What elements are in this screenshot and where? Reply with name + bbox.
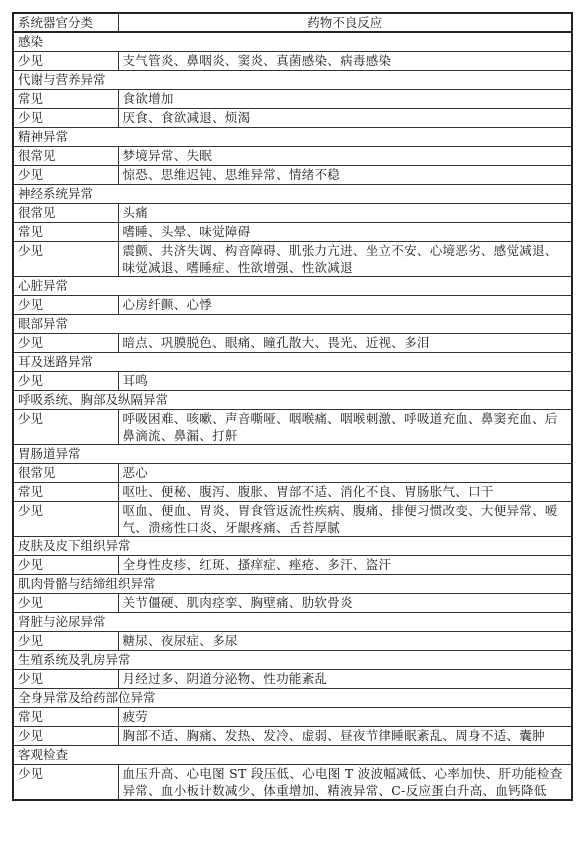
frequency-cell: 少见 [13, 108, 118, 127]
reaction-cell: 全身性皮疹、红斑、搔痒症、痤疮、多汗、盗汗 [118, 555, 572, 574]
frequency-cell: 常见 [13, 482, 118, 501]
frequency-cell: 很常见 [13, 203, 118, 222]
category-row [13, 536, 572, 555]
category-row [13, 390, 572, 409]
frequency-cell: 少见 [13, 726, 118, 745]
table-row [13, 555, 572, 574]
table-row [13, 764, 572, 800]
frequency-cell: 少见 [13, 333, 118, 352]
category-row [13, 314, 572, 333]
reaction-cell: 头痛 [118, 203, 572, 222]
category-label: 全身异常及给药部位异常 [13, 688, 572, 707]
category-row [13, 650, 572, 669]
reaction-cell: 呕吐、便秘、腹泻、腹胀、胃部不适、消化不良、胃肠胀气、口干 [118, 482, 572, 501]
table-row [13, 669, 572, 688]
category-row [13, 612, 572, 631]
reaction-cell: 胸部不适、胸痛、发热、发冷、虚弱、昼夜节律睡眠紊乱、周身不适、囊肿 [118, 726, 572, 745]
category-row [13, 574, 572, 593]
frequency-cell: 很常见 [13, 463, 118, 482]
frequency-cell: 常见 [13, 707, 118, 726]
category-row [13, 444, 572, 463]
category-row [13, 127, 572, 146]
header-organ-class: 系统器官分类 [13, 13, 118, 32]
category-label: 代谢与营养异常 [13, 70, 572, 89]
category-label: 客观检查 [13, 745, 572, 764]
category-label: 肾脏与泌尿异常 [13, 612, 572, 631]
frequency-cell: 少见 [13, 409, 118, 444]
reaction-cell: 食欲增加 [118, 89, 572, 108]
frequency-cell: 少见 [13, 241, 118, 276]
table-row [13, 593, 572, 612]
reaction-cell: 嗜睡、头晕、味觉障碍 [118, 222, 572, 241]
reaction-cell: 呕血、便血、胃炎、胃食管返流性疾病、腹痛、排便习惯改变、大便异常、嗳气、溃疡性口炎、牙龈疼痛、舌苔厚腻 [118, 501, 572, 536]
table-row [13, 203, 572, 222]
table-row [13, 295, 572, 314]
reaction-cell: 血压升高、心电图 ST 段压低、心电图 T 波波幅减低、心率加快、肝功能检查异常、血小板计数减少、体重增加、精液异常、C-反应蛋白升高、血钙降低 [118, 764, 572, 800]
frequency-cell: 少见 [13, 51, 118, 70]
header-adverse-reaction: 药物不良反应 [118, 13, 572, 32]
category-label: 眼部异常 [13, 314, 572, 333]
category-row [13, 688, 572, 707]
table-row [13, 482, 572, 501]
adverse-reactions-page [12, 12, 571, 801]
table-row [13, 371, 572, 390]
frequency-cell: 常见 [13, 222, 118, 241]
frequency-cell: 少见 [13, 631, 118, 650]
category-row [13, 32, 572, 51]
category-label: 呼吸系统、胸部及纵隔异常 [13, 390, 572, 409]
table-row [13, 409, 572, 444]
reaction-cell: 恶心 [118, 463, 572, 482]
reaction-cell: 震颤、共济失调、构音障碍、肌张力亢进、坐立不安、心境恶劣、感觉减退、味觉减退、嗜睡症、性欲增强、性欲减退 [118, 241, 572, 276]
reaction-cell: 月经过多、阴道分泌物、性功能紊乱 [118, 669, 572, 688]
frequency-cell: 少见 [13, 501, 118, 536]
category-row [13, 352, 572, 371]
frequency-cell: 少见 [13, 371, 118, 390]
reaction-cell: 支气管炎、鼻咽炎、窦炎、真菌感染、病毒感染 [118, 51, 572, 70]
reaction-cell: 疲劳 [118, 707, 572, 726]
reaction-cell: 梦境异常、失眠 [118, 146, 572, 165]
table-row [13, 165, 572, 184]
category-row [13, 184, 572, 203]
category-label: 精神异常 [13, 127, 572, 146]
frequency-cell: 少见 [13, 295, 118, 314]
frequency-cell: 很常见 [13, 146, 118, 165]
category-row [13, 745, 572, 764]
table-row [13, 222, 572, 241]
category-row [13, 70, 572, 89]
reaction-cell: 厌食、食欲减退、烦渴 [118, 108, 572, 127]
frequency-cell: 少见 [13, 165, 118, 184]
adverse-reactions-table [12, 12, 573, 801]
reaction-cell: 心房纤颤、心悸 [118, 295, 572, 314]
category-label: 生殖系统及乳房异常 [13, 650, 572, 669]
category-label: 心脏异常 [13, 276, 572, 295]
frequency-cell: 少见 [13, 593, 118, 612]
table-row [13, 726, 572, 745]
category-label: 胃肠道异常 [13, 444, 572, 463]
frequency-cell: 少见 [13, 764, 118, 800]
reaction-cell: 糖尿、夜尿症、多尿 [118, 631, 572, 650]
reaction-cell: 关节僵硬、肌肉痉挛、胸壁痛、肋软骨炎 [118, 593, 572, 612]
table-row [13, 501, 572, 536]
table-row [13, 146, 572, 165]
category-label: 皮肤及皮下组织异常 [13, 536, 572, 555]
table-body [13, 32, 572, 800]
table-row [13, 631, 572, 650]
category-label: 感染 [13, 32, 572, 51]
table-header-row [13, 13, 572, 32]
table-row [13, 241, 572, 276]
frequency-cell: 少见 [13, 555, 118, 574]
table-row [13, 333, 572, 352]
frequency-cell: 常见 [13, 89, 118, 108]
table-row [13, 51, 572, 70]
category-label: 肌肉骨骼与结缔组织异常 [13, 574, 572, 593]
category-label: 神经系统异常 [13, 184, 572, 203]
category-label: 耳及迷路异常 [13, 352, 572, 371]
reaction-cell: 暗点、巩膜脱色、眼痛、瞳孔散大、畏光、近视、多泪 [118, 333, 572, 352]
category-row [13, 276, 572, 295]
reaction-cell: 呼吸困难、咳嗽、声音嘶哑、咽喉痛、咽喉刺激、呼吸道充血、鼻窦充血、后鼻滴流、鼻漏、打鼾 [118, 409, 572, 444]
reaction-cell: 耳鸣 [118, 371, 572, 390]
table-row [13, 89, 572, 108]
table-row [13, 463, 572, 482]
table-row [13, 108, 572, 127]
frequency-cell: 少见 [13, 669, 118, 688]
reaction-cell: 惊恐、思维迟钝、思维异常、情绪不稳 [118, 165, 572, 184]
table-row [13, 707, 572, 726]
